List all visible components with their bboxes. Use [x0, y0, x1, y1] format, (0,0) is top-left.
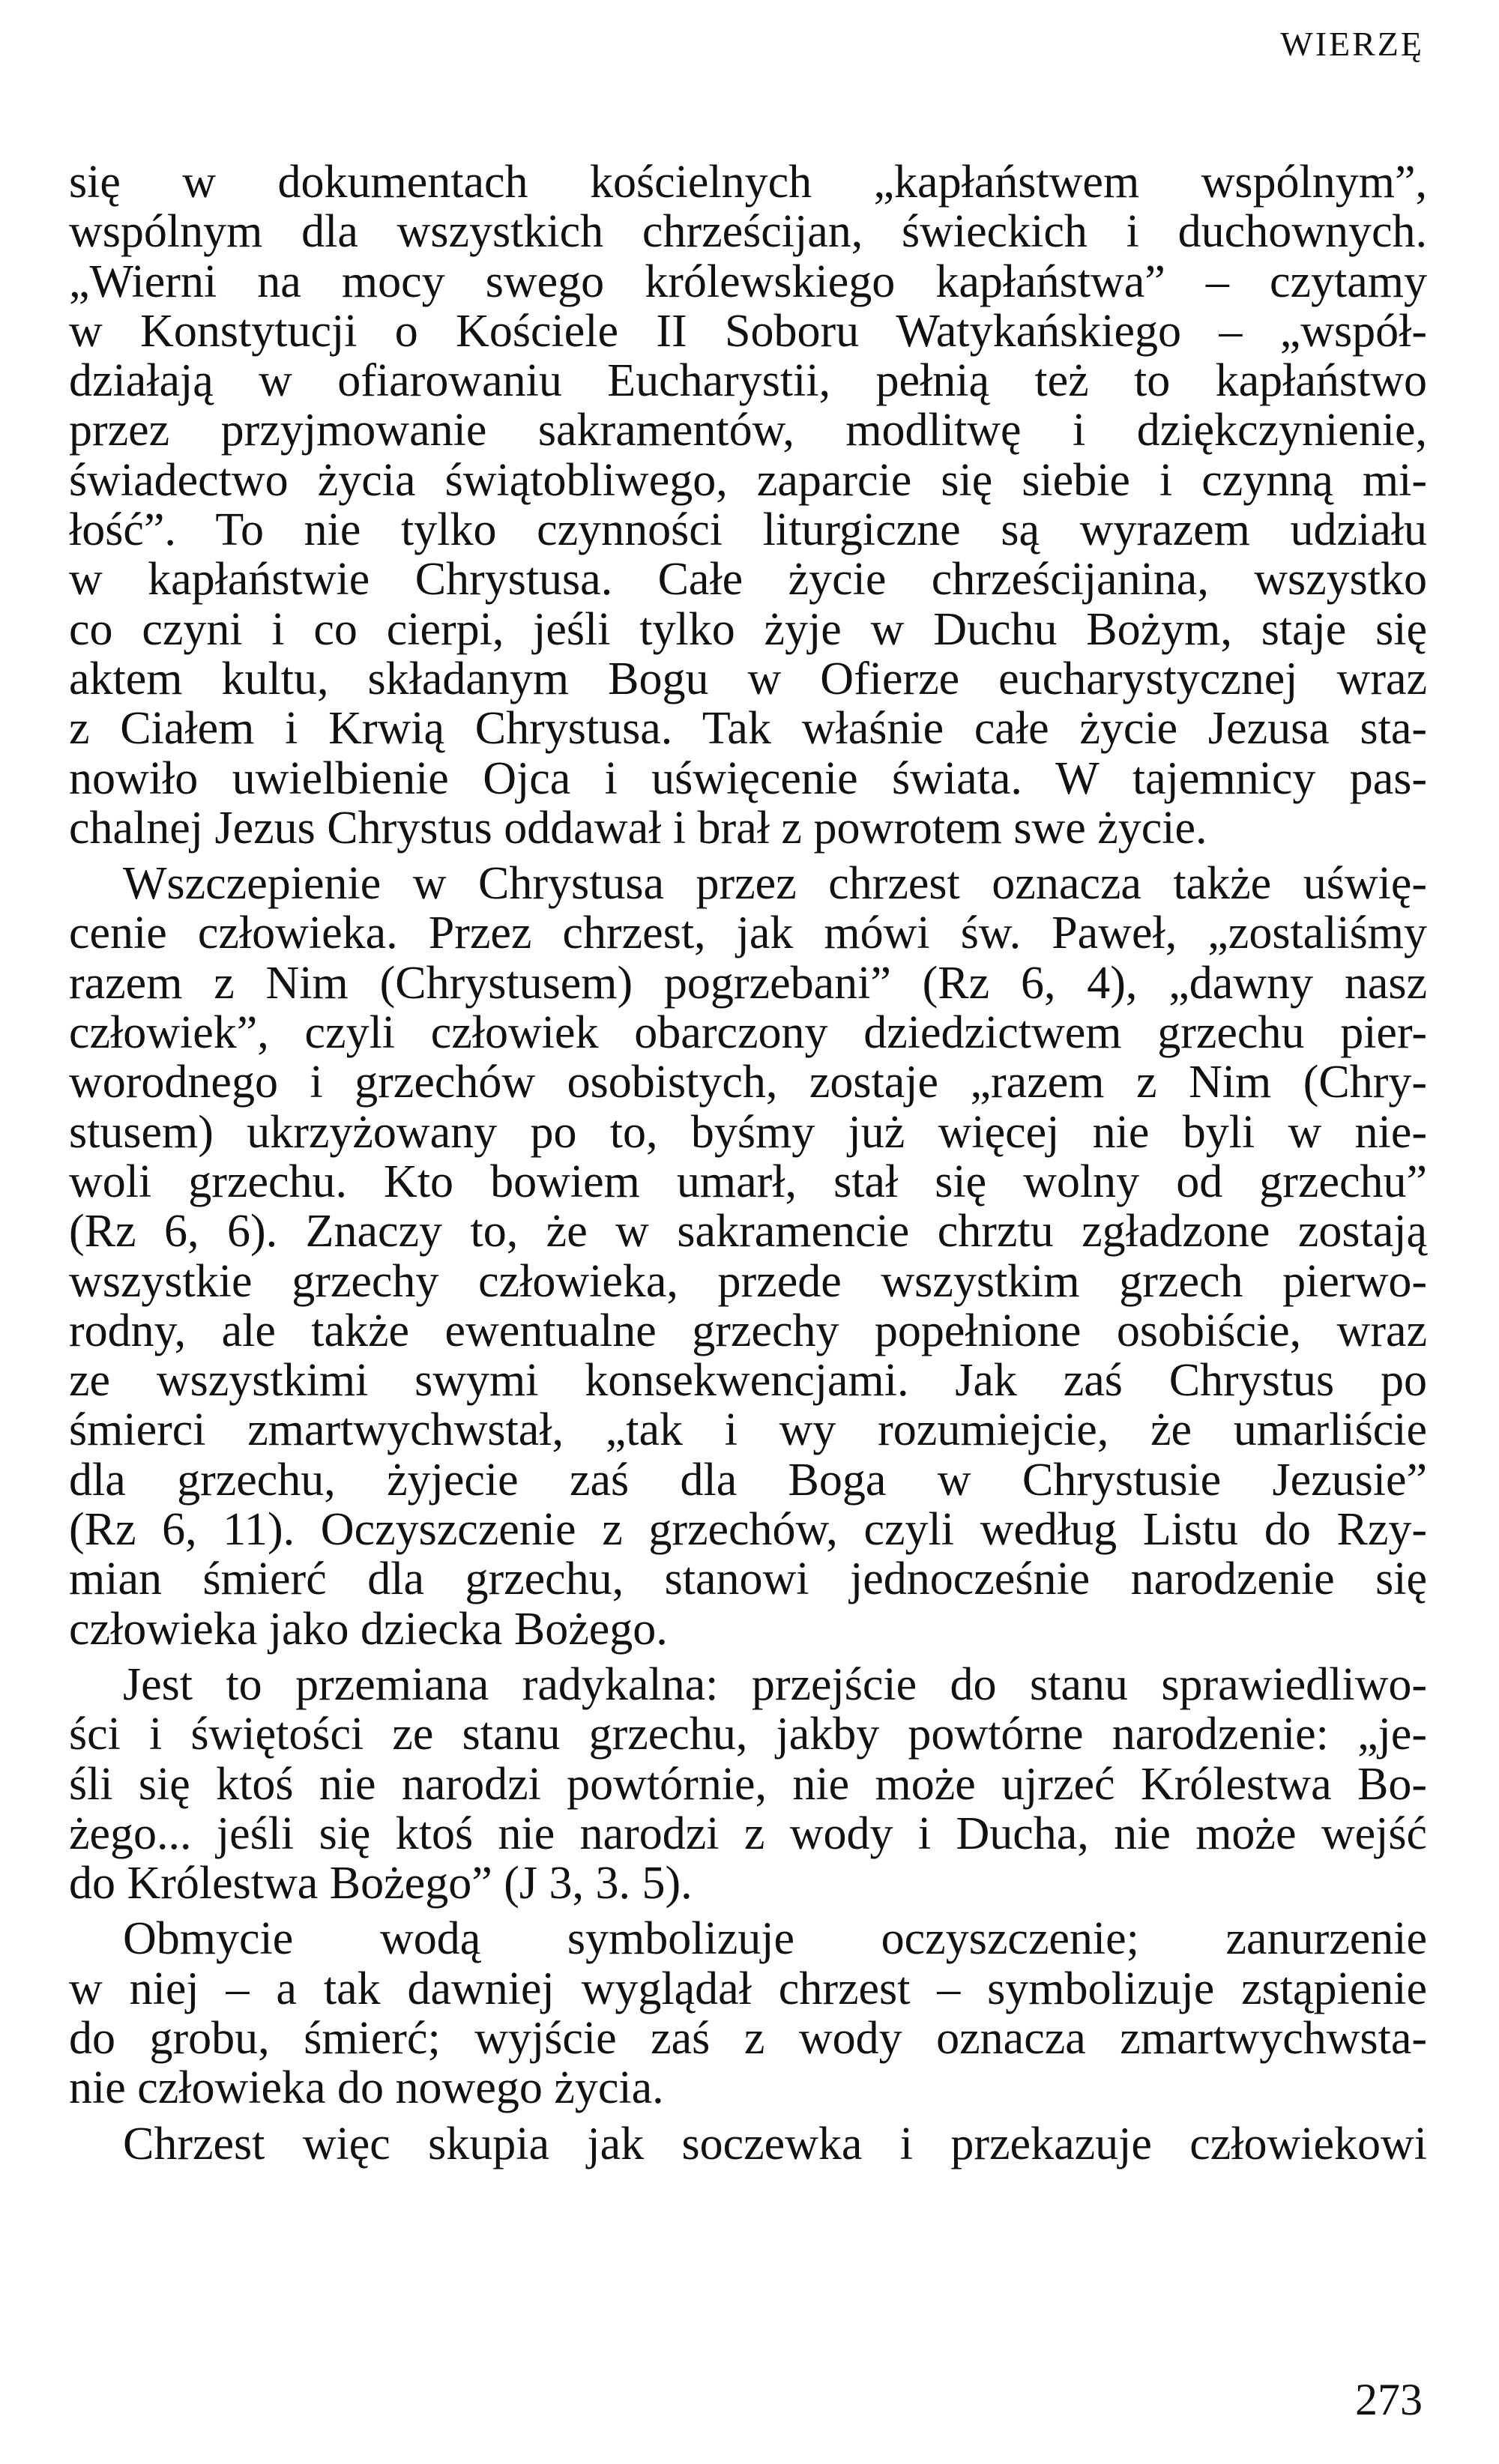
- text-line: w Konstytucji o Kościele II Soboru Watykańskiego – „współ-: [69, 305, 1427, 357]
- text-line: łość”. To nie tylko czynności liturgiczne są wyrazem udziału: [69, 504, 1427, 556]
- text-line: worodnego i grzechów osobistych, zostaje „razem z Nim (Chry-: [69, 1057, 1427, 1108]
- text-line: (Rz 6, 6). Znaczy to, że w sakramencie chrztu zgładzone zostają: [69, 1206, 1427, 1257]
- text-line: stusem) ukrzyżowany po to, byśmy już więcej nie byli w nie-: [69, 1106, 1427, 1158]
- text-line: ze wszystkimi swymi konsekwencjami. Jak zaś Chrystus po: [69, 1355, 1427, 1407]
- text-line: nie człowieka do nowego życia.: [69, 2062, 664, 2114]
- running-title: WIERZĘ: [1280, 25, 1424, 63]
- text-line: do grobu, śmierć; wyjście zaś z wody oznacza zmartwychwsta-: [69, 2012, 1427, 2064]
- text-line: świadectwo życia świątobliwego, zaparcie się siebie i czynną mi-: [69, 454, 1427, 506]
- text-line: (Rz 6, 11). Oczyszczenie z grzechów, czyli według Listu do Rzy-: [69, 1504, 1427, 1556]
- text-line: człowiek”, czyli człowiek obarczony dziedzictwem grzechu pier-: [69, 1007, 1427, 1059]
- text-line: Chrzest więc skupia jak soczewka i przekazuje człowiekowi: [123, 2118, 1427, 2169]
- text-line: wszystkie grzechy człowieka, przede wszystkim grzech pierwo-: [69, 1255, 1427, 1307]
- text-line: chalnej Jezus Chrystus oddawał i brał z powrotem swe życie.: [69, 802, 1207, 854]
- text-line: mian śmierć dla grzechu, stanowi jednocześnie narodzenie się: [69, 1553, 1427, 1605]
- text-line: Wszczepienie w Chrystusa przez chrzest oznacza także uświę-: [123, 858, 1427, 910]
- text-line: „Wierni na mocy swego królewskiego kapłaństwa” – czytamy: [69, 256, 1427, 307]
- text-line: w niej – a tak dawniej wyglądał chrzest – symbolizuje zstąpienie: [69, 1963, 1427, 2014]
- text-line: ści i świętości ze stanu grzechu, jakby powtórne narodzenie: „je-: [69, 1709, 1427, 1760]
- text-line: człowieka jako dziecka Bożego.: [69, 1603, 668, 1655]
- page-number: 273: [1355, 2375, 1423, 2424]
- text-line: woli grzechu. Kto bowiem umarł, stał się wolny od grzechu”: [69, 1156, 1427, 1207]
- text-line: z Ciałem i Krwią Chrystusa. Tak właśnie całe życie Jezusa sta-: [69, 703, 1427, 755]
- text-line: razem z Nim (Chrystusem) pogrzebani” (Rz 6, 4), „dawny nasz: [69, 957, 1427, 1009]
- text-line: w kapłaństwie Chrystusa. Całe życie chrześcijanina, wszystko: [69, 554, 1427, 606]
- paragraph: [69, 157, 1427, 853]
- body-text: [69, 157, 1427, 2169]
- text-line: aktem kultu, składanym Bogu w Ofierze eucharystycznej wraz: [69, 653, 1427, 704]
- text-line: do Królestwa Bożego” (J 3, 3. 5).: [69, 1858, 693, 1909]
- text-line: przez przyjmowanie sakramentów, modlitwę i dziękczynienie,: [69, 405, 1427, 456]
- text-line: działają w ofiarowaniu Eucharystii, pełnią też to kapłaństwo: [69, 355, 1427, 407]
- text-line: co czyni i co cierpi, jeśli tylko żyje w Duchu Bożym, staje się: [69, 603, 1427, 655]
- text-line: cenie człowieka. Przez chrzest, jak mówi św. Paweł, „zostaliśmy: [69, 908, 1427, 959]
- paragraph: [69, 1660, 1427, 1908]
- paragraph: [69, 2119, 1427, 2169]
- text-line: nowiło uwielbienie Ojca i uświęcenie świata. W tajemnicy pas-: [69, 752, 1427, 804]
- text-line: żego... jeśli się ktoś nie narodzi z wody i Ducha, nie może wejść: [69, 1808, 1427, 1859]
- text-line: Jest to przemiana radykalna: przejście do stanu sprawiedliwo-: [123, 1658, 1427, 1710]
- text-line: rodny, ale także ewentualne grzechy popełnione osobiście, wraz: [69, 1305, 1427, 1356]
- text-line: wspólnym dla wszystkich chrześcijan, świeckich i duchownych.: [69, 206, 1427, 258]
- text-line: śmierci zmartwychwstał, „tak i wy rozumiejcie, że umarliście: [69, 1404, 1427, 1456]
- text-line: śli się ktoś nie narodzi powtórnie, nie może ujrzeć Królestwa Bo-: [69, 1758, 1427, 1810]
- paragraph: [69, 859, 1427, 1654]
- paragraph: [69, 1914, 1427, 2113]
- text-line: dla grzechu, żyjecie zaś dla Boga w Chrystusie Jezusie”: [69, 1454, 1427, 1506]
- text-line: Obmycie wodą symbolizuje oczyszczenie; zanurzenie: [123, 1913, 1427, 1965]
- text-line: się w dokumentach kościelnych „kapłaństwem wspólnym”,: [69, 157, 1427, 208]
